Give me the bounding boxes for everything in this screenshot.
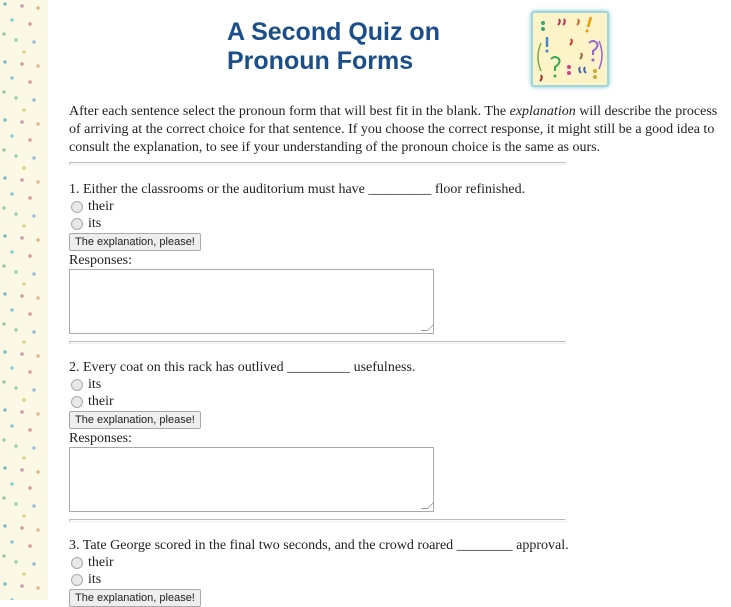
question-3 <box>69 537 669 607</box>
question-2 <box>69 359 669 512</box>
responses-textarea[interactable] <box>69 447 434 512</box>
option-label: its <box>88 572 102 587</box>
option-label: their <box>88 394 114 409</box>
intro-emphasis: explanation <box>509 104 576 119</box>
option-its[interactable] <box>69 376 669 393</box>
radio-button[interactable] <box>71 574 83 586</box>
page-title <box>227 18 440 76</box>
explanation-button[interactable]: The explanation, please! <box>69 589 201 607</box>
radio-button[interactable] <box>71 201 83 213</box>
divider <box>69 519 566 522</box>
radio-button[interactable] <box>71 557 83 569</box>
option-their[interactable] <box>69 393 669 410</box>
title-line-2: Pronoun Forms <box>227 47 414 75</box>
question-text: 2. Every coat on this rack has outlived _________ usefulness. <box>69 360 416 375</box>
option-label: their <box>88 555 114 570</box>
option-their[interactable] <box>69 554 669 571</box>
option-label: its <box>88 216 102 231</box>
option-its[interactable] <box>69 571 669 588</box>
question-text: 1. Either the classrooms or the auditorium must have _________ floor refinished. <box>69 182 526 197</box>
option-label: its <box>88 377 102 392</box>
question-1 <box>69 181 669 334</box>
question-text: 3. Tate George scored in the final two seconds, and the crowd roared ________ approval. <box>69 538 569 553</box>
option-label: their <box>88 199 114 214</box>
divider <box>69 162 566 165</box>
option-its[interactable] <box>69 215 669 232</box>
title-line-1: A Second Quiz on <box>227 18 440 46</box>
punctuation-logo-graphic <box>533 13 607 85</box>
responses-label: Responses: <box>69 253 132 268</box>
explanation-button[interactable]: The explanation, please! <box>69 411 201 429</box>
intro-text-1: After each sentence select the pronoun form that will best fit in the blank. The <box>69 104 510 119</box>
decorative-punctuation-border <box>0 0 48 600</box>
intro-text-2: will describe the process of arriving at the correct choice for that sentence. If you choose the correct response, it might still be a good idea to consult the explanation, to see if your understanding of the pronoun choice is the same as ours. <box>69 104 718 155</box>
radio-button[interactable] <box>71 218 83 230</box>
punctuation-logo-image <box>531 11 609 87</box>
radio-button[interactable] <box>71 379 83 391</box>
explanation-button[interactable]: The explanation, please! <box>69 233 201 251</box>
option-their[interactable] <box>69 198 669 215</box>
radio-button[interactable] <box>71 396 83 408</box>
responses-label: Responses: <box>69 431 132 446</box>
responses-textarea[interactable] <box>69 269 434 334</box>
instructions-paragraph <box>69 103 731 157</box>
divider <box>69 341 566 344</box>
